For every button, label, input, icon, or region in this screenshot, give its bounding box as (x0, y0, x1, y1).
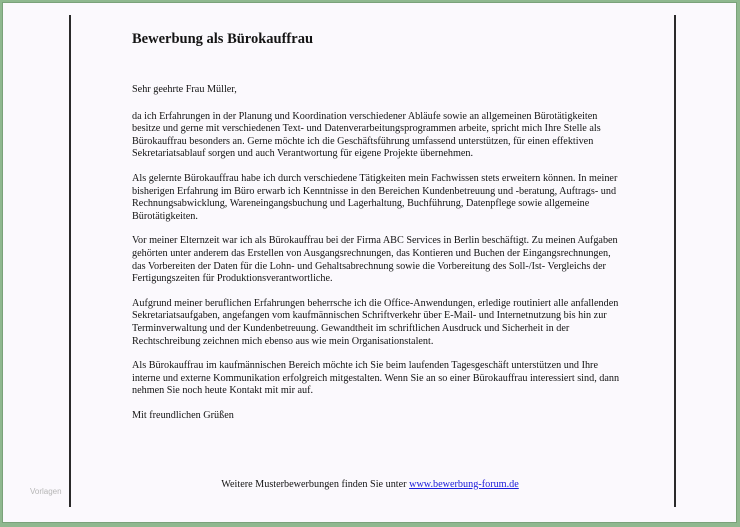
paragraph-5: Als Bürokauffrau im kaufmännischen Bereich möchte ich Sie beim laufenden Tagesgeschäft unterstützen und Ihre interne und externe Kommunikation erfolgreich mitgestalten. Wenn Sie an so einer Bürokauffrau interessiert sind, dann nehmen Sie noch heute Kontakt mit mir auf. (132, 360, 620, 397)
paragraph-1: da ich Erfahrungen in der Planung und Koordination verschiedener Abläufe sowie an allgemeinen Bürotätigkeiten besitze und gerne mit verschiedenen Text- und Datenverarbeitungsprogrammen arbeite, spricht mich Ihre Stelle als Bürokauffrau besonders an. Gerne möchte ich die Geschäftsführung umfassend unterstützen, für einen effektiven Sekretariatsablauf sorgen und auch Verantwortung für eigene Projekte übernehmen. (132, 110, 601, 160)
document-title: Bewerbung als Bürokauffrau (132, 31, 314, 47)
letter-body (132, 30, 622, 422)
right-margin-rule (674, 15, 676, 507)
footer (0, 479, 740, 490)
paragraph-3: Vor meiner Elternzeit war ich als Bürokauffrau bei der Firma ABC Services in Berlin beschäftigt. Zu meinen Aufgaben gehörten unter anderem das Erstellen von Ausgangsrechnungen, das Kontieren und Buchen der Eingangsrechnungen, das Vorbereiten der Daten für die Lohn- und Gehaltsabrechnung sowie die Vorbereitung des Soll-/Ist- Vergleichs der Fertigungszeiten für Produktionsverantwortliche. (132, 235, 618, 285)
paragraph-4: Aufgrund meiner beruflichen Erfahrungen beherrsche ich die Office-Anwendungen, erledige routiniert alle anfallenden Sekretariatsaufgaben, angefangen vom kaufmännischen Schriftverkehr über E-Mail- und Internetnutzung bis hin zur Terminverwaltung und der Kundenbetreuung. Gewandtheit im schriftlichen Ausdruck und Sicherheit in der Rechtschreibung zeichnen mich ebenso aus wie mein Organisationstalent. (132, 297, 619, 347)
watermark: Vorlagen (30, 487, 62, 496)
footer-link[interactable]: www.bewerbung-forum.de (409, 479, 519, 490)
closing: Mit freundlichen Grüßen (132, 409, 234, 421)
paragraph-2: Als gelernte Bürokauffrau habe ich durch verschiedene Tätigkeiten mein Fachwissen stets erweitern können. In meiner bisherigen Erfahrung im Büro erwarb ich Kenntnisse in den Bereichen Kundenbetreuung und -beratung, Auftrags- und Rechnungsabwicklung, Wareneingangsbuchung und Lagerhaltung, Buchführung, Datenpflege sowie allgemeine Bürotätigkeiten. (132, 172, 618, 222)
salutation: Sehr geehrte Frau Müller, (132, 84, 237, 95)
left-margin-rule (69, 15, 71, 507)
footer-text: Weitere Musterbewerbungen finden Sie unter (221, 479, 410, 490)
